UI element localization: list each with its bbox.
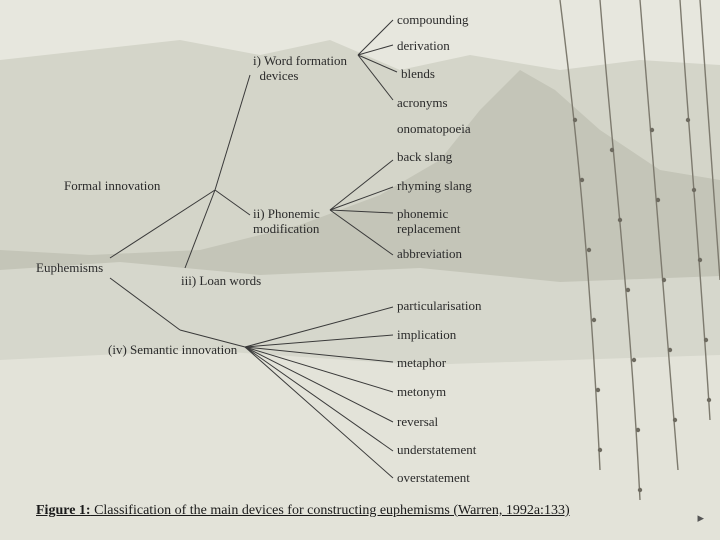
- link-wf-blends: [358, 55, 397, 72]
- leaf-onomatopoeia: onomatopoeia: [397, 121, 471, 136]
- link-formal-phonemic: [215, 190, 250, 215]
- leaf-rhyming-slang: rhyming slang: [397, 178, 472, 193]
- leaf-phonemic-replacement: phonemic replacement: [397, 206, 461, 236]
- link-wf-acronyms: [358, 55, 393, 100]
- leaf-implication: implication: [397, 327, 457, 342]
- figure-caption: [36, 503, 570, 519]
- leaf-back-slang: back slang: [397, 149, 453, 164]
- leaf-understatement: understatement: [397, 442, 477, 457]
- link-ph-backslang: [330, 160, 393, 210]
- node-word-formation: i) Word formation devices: [253, 53, 348, 83]
- leaf-blends: blends: [401, 66, 435, 81]
- navigation-arrow-icon[interactable]: ▸: [697, 510, 704, 525]
- link-formal-wordformation: [215, 75, 250, 190]
- leaf-particularisation: particularisation: [397, 298, 482, 313]
- node-euphemisms: Euphemisms: [36, 260, 104, 275]
- link-sem-understatement: [245, 347, 393, 451]
- link-sem-overstatement: [245, 347, 393, 478]
- link-euphemisms-semantic: [110, 278, 180, 330]
- caption-label: Figure 1:: [36, 503, 91, 518]
- leaf-metaphor: metaphor: [397, 355, 447, 370]
- node-phonemic-modification: ii) Phonemic modification: [253, 206, 320, 236]
- link-sem-reversal: [245, 347, 393, 422]
- leaf-abbreviation: abbreviation: [397, 246, 462, 261]
- node-formal-innovation: Formal innovation: [64, 178, 161, 193]
- link-euphemisms-formal: [110, 190, 215, 258]
- caption-text: Classification of the main devices for constructing euphemisms (Warren, 1992a:133): [90, 503, 570, 518]
- link-ph-replacement: [330, 210, 393, 213]
- node-loan-words: iii) Loan words: [181, 273, 262, 288]
- leaf-overstatement: overstatement: [397, 470, 470, 485]
- link-formal-loan: [185, 190, 215, 268]
- leaf-metonym: metonym: [397, 384, 447, 399]
- leaf-acronyms: acronyms: [397, 95, 448, 110]
- leaf-compounding: compounding: [397, 12, 469, 27]
- leaf-reversal: reversal: [397, 414, 439, 429]
- link-ph-abbreviation: [330, 210, 393, 255]
- leaf-derivation: derivation: [397, 38, 450, 53]
- link-ph-rhyming: [330, 187, 393, 210]
- node-semantic-innovation: (iv) Semantic innovation: [108, 342, 238, 357]
- link-sem-metonym: [245, 347, 393, 392]
- link-sem-metaphor: [245, 347, 393, 362]
